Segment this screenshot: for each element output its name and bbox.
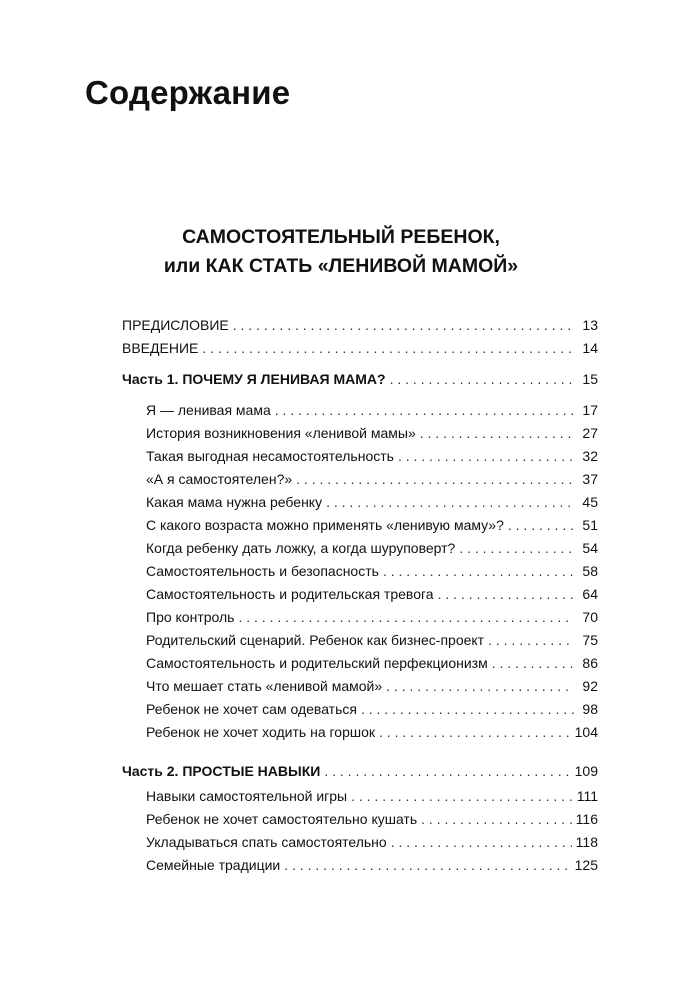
toc-entry[interactable] <box>146 493 598 511</box>
toc-entry-title: ПРЕДИСЛОВИЕ <box>122 317 229 333</box>
dot-leader <box>488 631 574 649</box>
toc-entry-page: 54 <box>582 540 598 556</box>
toc-entry-title: ВВЕДЕНИЕ <box>122 340 199 356</box>
dot-leader <box>438 585 574 603</box>
toc-entry-title: Родительский сценарий. Ребенок как бизнес-проект <box>146 632 485 648</box>
dot-leader <box>379 723 571 741</box>
toc-entry[interactable] <box>146 562 598 580</box>
toc-entry-page: 27 <box>582 425 598 441</box>
toc-entry[interactable] <box>146 401 598 419</box>
page-title: Содержание <box>85 74 291 111</box>
dot-leader <box>390 370 574 388</box>
dot-leader <box>324 762 570 780</box>
toc-entry-page: 14 <box>582 340 598 356</box>
toc-entry-title: Такая выгодная несамостоятельность <box>146 448 394 464</box>
toc-part-2[interactable] <box>122 762 598 780</box>
toc-entry[interactable] <box>146 856 598 874</box>
toc-part-title: Часть 1. ПОЧЕМУ Я ЛЕНИВАЯ МАМА? <box>122 371 386 387</box>
toc-entry-title: Самостоятельность и безопасность <box>146 563 379 579</box>
toc-entry-page: 13 <box>582 317 598 333</box>
toc-entry-title: Самостоятельность и родительский перфекционизм <box>146 655 488 671</box>
toc-part-title: Часть 2. ПРОСТЫЕ НАВЫКИ <box>122 763 321 779</box>
toc-entry-page: 75 <box>582 632 598 648</box>
dot-leader <box>296 470 574 488</box>
toc-entry[interactable] <box>146 833 598 851</box>
toc-entry-page: 45 <box>582 494 598 510</box>
dot-leader <box>398 447 574 465</box>
toc-entry-title: Что мешает стать «ленивой мамой» <box>146 678 383 694</box>
toc-entry[interactable] <box>146 516 598 534</box>
toc-part-1[interactable] <box>122 370 598 388</box>
toc-entry-title: «А я самостоятелен?» <box>146 471 293 487</box>
toc-entry-page: 92 <box>582 678 598 694</box>
dot-leader <box>508 516 574 534</box>
toc-entry-page: 118 <box>575 834 598 850</box>
dot-leader <box>421 810 572 828</box>
dot-leader <box>492 654 574 672</box>
toc-entry-title: Ребенок не хочет самостоятельно кушать <box>146 811 418 827</box>
toc-entry-page: 125 <box>574 857 598 873</box>
toc-part-page: 109 <box>574 763 598 779</box>
dot-leader <box>284 856 570 874</box>
dot-leader <box>459 539 574 557</box>
toc-entry-page: 98 <box>582 701 598 717</box>
toc-entry-page: 111 <box>576 788 598 804</box>
toc-entry-title: Укладываться спать самостоятельно <box>146 834 387 850</box>
toc-entry-title: Про контроль <box>146 609 235 625</box>
toc-entry-title: Семейные традиции <box>146 857 281 873</box>
dot-leader <box>326 493 574 511</box>
toc-entry-page: 32 <box>582 448 598 464</box>
toc-entry[interactable] <box>146 424 598 442</box>
toc-entry-page: 37 <box>582 471 598 487</box>
toc-entry-preface[interactable] <box>122 316 598 334</box>
toc-entry-title: Когда ребенку дать ложку, а когда шуруповерт? <box>146 540 456 556</box>
dot-leader <box>202 339 574 357</box>
toc-entry-title: Я — ленивая мама <box>146 402 271 418</box>
toc-entry[interactable] <box>146 470 598 488</box>
toc-entry-page: 104 <box>574 724 598 740</box>
toc-entry[interactable] <box>146 700 598 718</box>
dot-leader <box>383 562 574 580</box>
toc-entry-page: 86 <box>582 655 598 671</box>
dot-leader <box>386 677 574 695</box>
toc-entry-page: 51 <box>582 517 598 533</box>
dot-leader <box>351 787 573 805</box>
toc-entry-page: 64 <box>582 586 598 602</box>
toc-entry[interactable] <box>146 585 598 603</box>
dot-leader <box>233 316 574 334</box>
toc-entry-page: 70 <box>582 609 598 625</box>
toc-entry-title: Какая мама нужна ребенку <box>146 494 323 510</box>
dot-leader <box>238 608 574 626</box>
toc-entry-title: Самостоятельность и родительская тревога <box>146 586 434 602</box>
toc-part-page: 15 <box>582 371 598 387</box>
book-title-line-1: САМОСТОЯТЕЛЬНЫЙ РЕБЕНОК, <box>182 226 500 248</box>
toc-entry-page: 116 <box>575 811 598 827</box>
toc-entry[interactable] <box>146 787 598 805</box>
toc-entry[interactable] <box>146 539 598 557</box>
dot-leader <box>275 401 574 419</box>
toc-entry[interactable] <box>146 810 598 828</box>
toc-entry-title: Навыки самостоятельной игры <box>146 788 348 804</box>
toc-entry-page: 17 <box>582 402 598 418</box>
book-title-line-2: или КАК СТАТЬ «ЛЕНИВОЙ МАМОЙ» <box>163 255 519 277</box>
toc-entry[interactable] <box>146 677 598 695</box>
dot-leader <box>361 700 574 718</box>
toc-entry-title: Ребенок не хочет сам одеваться <box>146 701 357 717</box>
toc-entry[interactable] <box>146 631 598 649</box>
toc-entry[interactable] <box>146 608 598 626</box>
dot-leader <box>420 424 574 442</box>
toc-entry-introduction[interactable] <box>122 339 598 357</box>
toc-entry-page: 58 <box>582 563 598 579</box>
toc-entry-title: Ребенок не хочет ходить на горшок <box>146 724 376 740</box>
toc-entry[interactable] <box>146 447 598 465</box>
toc-entry[interactable] <box>146 654 598 672</box>
toc-entry-title: История возникновения «ленивой мамы» <box>146 425 416 441</box>
dot-leader <box>391 833 572 851</box>
toc-entry[interactable] <box>146 723 598 741</box>
toc-entry-title: С какого возраста можно применять «ленивую маму»? <box>146 517 504 533</box>
